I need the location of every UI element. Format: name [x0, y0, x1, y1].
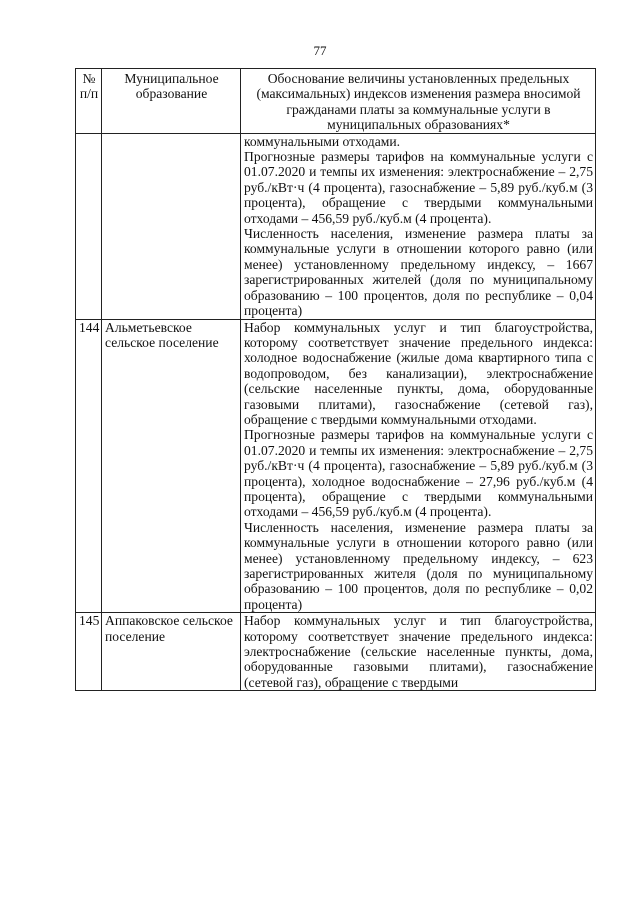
row-justification [241, 613, 596, 691]
row-number: 145 [76, 613, 102, 691]
header-justification: Обоснование величины установленных предельных (максимальных) индексов изменения размера вносимой гражданами платы за коммунальные услуги в муниципальных образованиях* [241, 69, 596, 134]
row-municipality [102, 133, 241, 319]
row-justification [241, 133, 596, 319]
justification-paragraph: Численность населения, изменение размера платы за коммунальные услуги в отношении которого равно (или менее) установленному предельному индексу, – 1667 зарегистрированных жителей (доля по муниципальному образованию – 100 процентов, доля по республике – 0,04 процента) [244, 226, 593, 319]
row-number [76, 133, 102, 319]
justification-paragraph: Набор коммунальных услуг и тип благоустройства, которому соответствует значение предельного индекса: электроснабжение (сельские населенные пункты, дома, оборудованные газовыми плитами), газоснабжение (сетевой газ), обращение с твердыми [244, 613, 593, 690]
row-number: 144 [76, 319, 102, 613]
table-header-row [76, 69, 596, 134]
row-justification [241, 319, 596, 613]
justification-paragraph: Прогнозные размеры тарифов на коммунальные услуги с 01.07.2020 и темпы их изменения: электроснабжение – 2,75 руб./кВт·ч (4 процента), газоснабжение – 5,89 руб./куб.м (3 процента), обращение с твердыми коммунальными отходами – 456,59 руб./куб.м (4 процента). [244, 149, 593, 226]
row-municipality: Аппаковское сельское поселение [102, 613, 241, 691]
justification-paragraph: коммунальными отходами. [244, 133, 401, 149]
page-number: 77 [313, 43, 327, 58]
indices-table [75, 68, 596, 691]
table-row-144 [76, 319, 596, 613]
justification-paragraph: Набор коммунальных услуг и тип благоустройства, которому соответствует значение предельного индекса: холодное водоснабжение (жилые дома квартирного типа с водопроводом, без канализации), электроснабжение (сельские населенные пункты, дома, оборудованные газовыми плитами), газоснабжение (сетевой газ), обращение с твердыми коммунальными отходами. [244, 319, 593, 427]
justification-paragraph: Прогнозные размеры тарифов на коммунальные услуги с 01.07.2020 и темпы их изменения: электроснабжение – 2,75 руб./кВт·ч (4 процента), газоснабжение – 5,89 руб./куб.м (3 процента), холодное водоснабжение – 27,96 руб./куб.м (4 процента), обращение с твердыми коммунальными отходами – 456,59 руб./куб.м (4 процента). [244, 427, 593, 520]
justification-paragraph: Численность населения, изменение размера платы за коммунальные услуги в отношении которого равно (или менее) установленному предельному индексу, – 623 зарегистрированных жителя (доля по муниципальному образованию – 100 процентов, доля по республике – 0,02 процента) [244, 519, 593, 612]
header-number: № п/п [76, 69, 102, 134]
table-row-145 [76, 613, 596, 691]
row-municipality: Альметьевское сельское поселение [102, 319, 241, 613]
table-row-continued [76, 133, 596, 319]
header-municipality: Муниципальное образование [102, 69, 241, 134]
